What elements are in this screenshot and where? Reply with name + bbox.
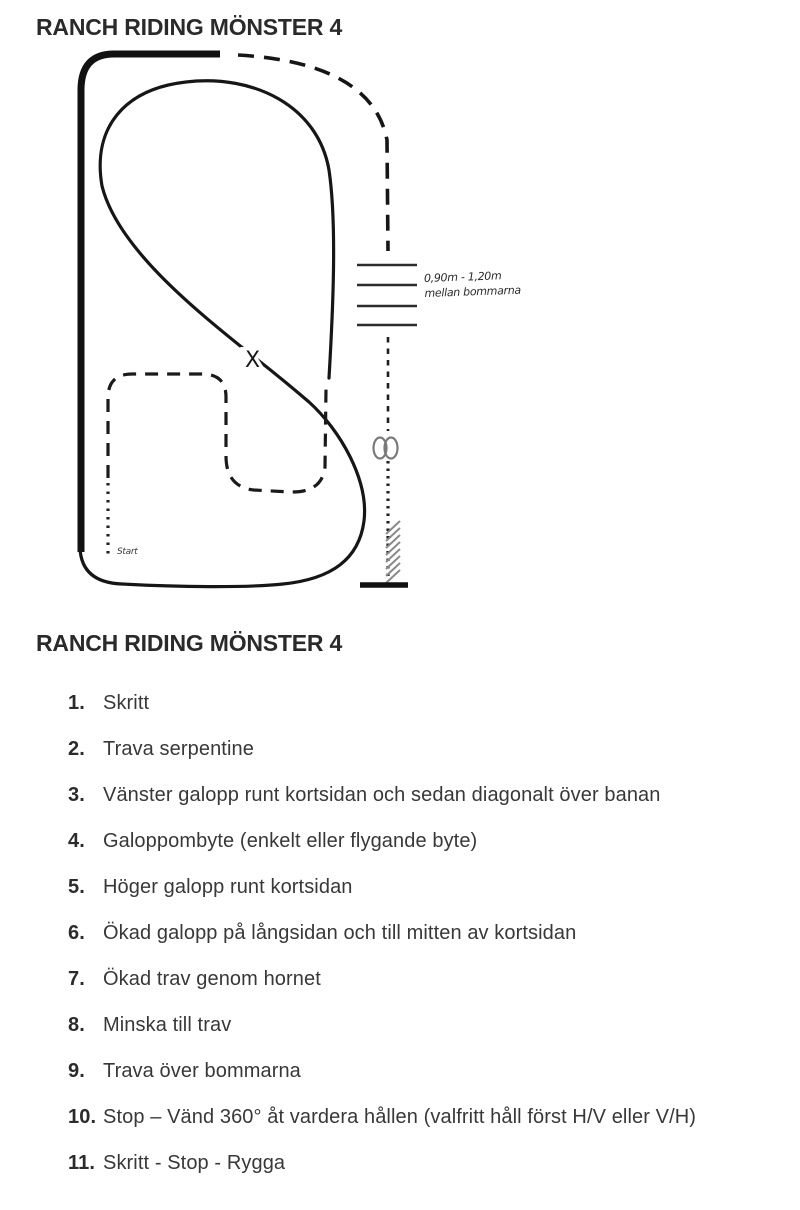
list-item — [68, 1061, 778, 1082]
hatch-mark — [386, 563, 400, 576]
poles-spacing-line1: 0,90m - 1,20m — [423, 269, 502, 285]
start-label: Start — [117, 547, 138, 557]
hatch-mark — [386, 556, 400, 569]
list-item-number: 4. — [68, 830, 85, 852]
list-item-number: 7. — [68, 968, 85, 990]
list-item-text: Höger galopp runt kortsidan — [103, 876, 353, 898]
list-item-text: Ökad galopp på långsidan och till mitten av kortsidan — [103, 922, 577, 944]
list-item — [68, 923, 778, 944]
arena-wall — [81, 54, 220, 552]
list-item-text: Trava serpentine — [103, 738, 254, 760]
list-item-number: 10. — [68, 1106, 97, 1128]
list-item-number: 3. — [68, 784, 85, 806]
list-item-number: 2. — [68, 738, 85, 760]
list-item — [68, 1153, 778, 1174]
corner-dashed-path — [238, 55, 388, 251]
list-item-text: Ökad trav genom hornet — [103, 968, 321, 990]
hatch-mark — [386, 570, 400, 583]
list-item-number: 6. — [68, 922, 85, 944]
list-item-number: 9. — [68, 1060, 85, 1082]
spin-360-symbol — [374, 438, 398, 459]
list-item-text: Skritt — [103, 692, 150, 714]
list-item-number: 5. — [68, 876, 85, 898]
list-item — [68, 785, 778, 806]
list-item-text: Trava över bommarna — [103, 1060, 301, 1082]
list-item — [68, 877, 778, 898]
list-item-text: Vänster galopp runt kortsidan och sedan diagonalt över banan — [103, 784, 661, 806]
list-item-number: 8. — [68, 1014, 85, 1036]
instructions-heading: RANCH RIDING MÖNSTER 4 — [36, 630, 343, 656]
instructions-list — [68, 693, 778, 1199]
list-item-text: Skritt - Stop - Rygga — [103, 1152, 286, 1174]
page-title: RANCH RIDING MÖNSTER 4 — [36, 14, 343, 40]
list-item — [68, 1015, 778, 1036]
list-item — [68, 739, 778, 760]
list-item-text: Galoppombyte (enkelt eller flygande byte) — [103, 830, 478, 852]
list-item — [68, 693, 778, 714]
list-item-number: 1. — [68, 692, 85, 714]
list-item — [68, 969, 778, 990]
hatch-mark — [386, 549, 400, 562]
list-item — [68, 831, 778, 852]
trot-poles — [357, 265, 417, 325]
poles-spacing-line2: mellan bommarna — [424, 283, 522, 300]
lope-loop-path — [80, 81, 365, 587]
list-item — [68, 1107, 778, 1128]
poles-spacing-label — [424, 269, 522, 300]
list-item-number: 11. — [68, 1152, 95, 1174]
serpentine-dashed-path — [108, 374, 326, 492]
list-item-text: Stop – Vänd 360° åt vardera hållen (valfritt håll först H/V eller V/H) — [103, 1106, 697, 1128]
center-x-marker: X — [245, 348, 261, 373]
list-item-text: Minska till trav — [103, 1014, 232, 1036]
